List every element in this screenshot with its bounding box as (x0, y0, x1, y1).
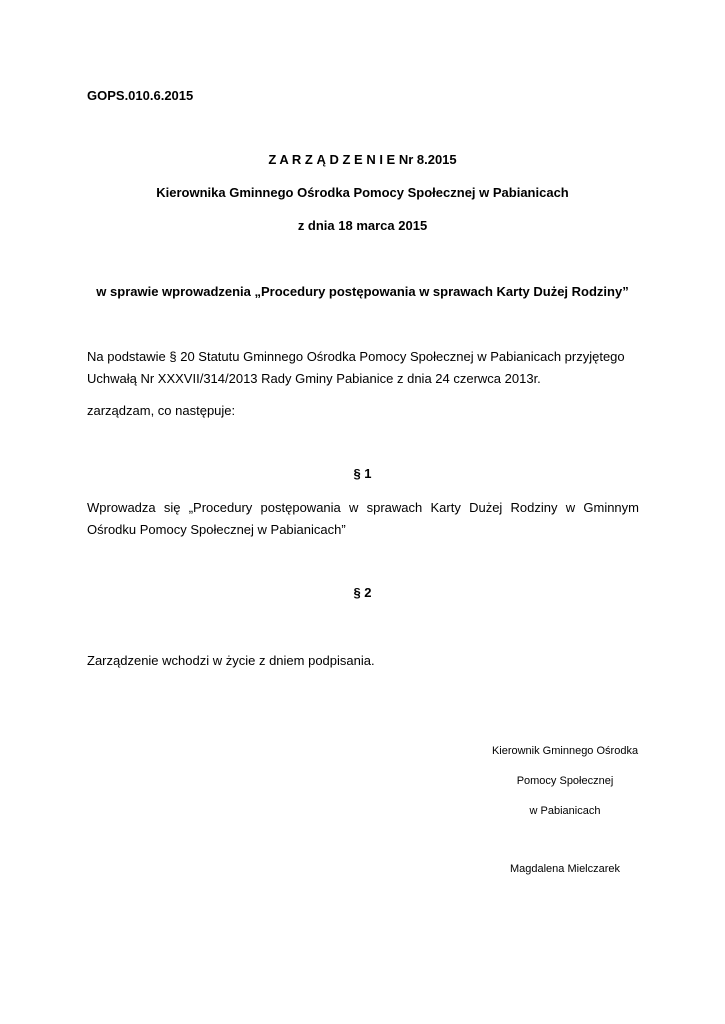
document-date: z dnia 18 marca 2015 (297, 218, 428, 233)
document-title: Z A R Z Ą D Z E N I E Nr 8.2015 (268, 152, 457, 167)
signatory-name: Magdalena Mielczarek (509, 863, 621, 875)
legal-basis-paragraph: Na podstawie § 20 Statutu Gminnego Ośrodka Pomocy Społecznej w Pabianicach przyjętego Uchwałą Nr XXXVII/314/2013 Rady Gminy Pabianice z dnia 24 czerwca 2013r. (87, 349, 625, 386)
signature-title-line-3: w Pabianicach (529, 805, 601, 817)
section-2-text: Zarządzenie wchodzi w życie z dniem podpisania. (87, 653, 375, 668)
section-2-label: § 2 (353, 585, 372, 600)
signature-title-line-1: Kierownik Gminnego Ośrodka (491, 745, 639, 757)
section-1-label: § 1 (353, 466, 372, 481)
document-subject: w sprawie wprowadzenia „Procedury postępowania w sprawach Karty Dużej Rodziny” (96, 284, 629, 299)
document-issuer: Kierownika Gminnego Ośrodka Pomocy Społecznej w Pabianicach (156, 185, 569, 200)
document-number: GOPS.010.6.2015 (87, 88, 194, 103)
decree-intro: zarządzam, co następuje: (87, 403, 236, 418)
section-1-text: Wprowadza się „Procedury postępowania w sprawach Karty Dużej Rodziny w Gminnym Ośrodku Pomocy Społecznej w Pabianicach” (87, 500, 639, 537)
signature-title-line-2: Pomocy Społecznej (516, 775, 614, 787)
